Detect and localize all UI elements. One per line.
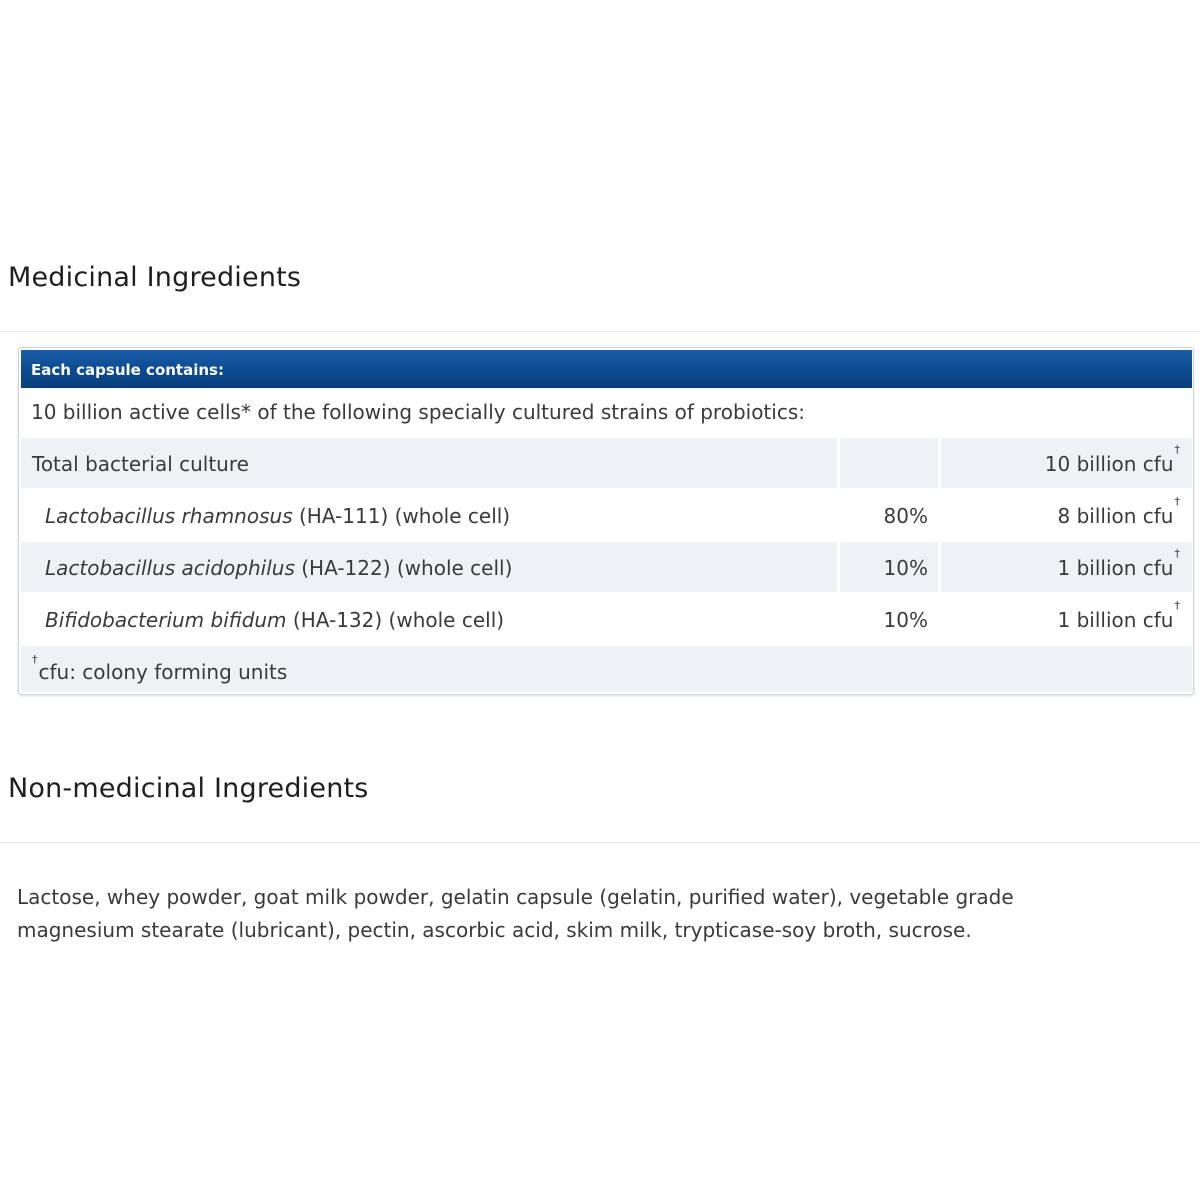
table-row-total <box>21 438 1192 488</box>
ingredient-amount: 10 billion cfu† <box>941 438 1192 488</box>
ingredient-name: Total bacterial culture <box>21 438 837 488</box>
table-row <box>21 490 1192 540</box>
table-footnote: †cfu: colony forming units <box>21 646 1192 692</box>
ingredient-percent <box>840 438 938 488</box>
ingredient-name: Lactobacillus rhamnosus (HA-111) (whole cell) <box>45 504 511 528</box>
dagger-mark: † <box>1174 495 1180 508</box>
table-header: Each capsule contains: <box>21 350 1192 388</box>
table-row <box>21 594 1192 644</box>
medicinal-ingredients-title: Medicinal Ingredients <box>8 262 302 293</box>
section-divider <box>0 842 1200 843</box>
ingredient-name: Bifidobacterium bifidum (HA-132) (whole cell) <box>45 608 505 632</box>
dagger-mark: † <box>1174 599 1180 612</box>
dagger-mark: † <box>1174 443 1180 456</box>
dagger-mark: † <box>1174 547 1180 560</box>
ingredient-amount: 1 billion cfu† <box>1057 599 1180 632</box>
nonmedicinal-ingredients-text: Lactose, whey powder, goat milk powder, gelatin capsule (gelatin, purified water), vegetable grade magnesium stearate (lubricant), pectin, ascorbic acid, skim milk, trypticase-soy broth, sucrose. <box>17 885 1014 942</box>
ingredient-percent: 10% <box>840 542 938 592</box>
nonmedicinal-ingredients-title: Non-medicinal Ingredients <box>8 773 369 804</box>
ingredient-percent: 80% <box>883 504 928 528</box>
section-divider <box>0 331 1200 332</box>
ingredient-name: Lactobacillus acidophilus (HA-122) (whole cell) <box>21 542 837 592</box>
ingredient-amount: 8 billion cfu† <box>1057 495 1180 528</box>
ingredient-amount: 1 billion cfu† <box>941 542 1192 592</box>
table-intro: 10 billion active cells* of the following specially cultured strains of probiotics: <box>31 400 805 424</box>
medicinal-ingredients-table <box>18 347 1194 695</box>
ingredient-percent: 10% <box>883 608 928 632</box>
dagger-mark: † <box>32 653 38 666</box>
table-row <box>21 542 1192 592</box>
